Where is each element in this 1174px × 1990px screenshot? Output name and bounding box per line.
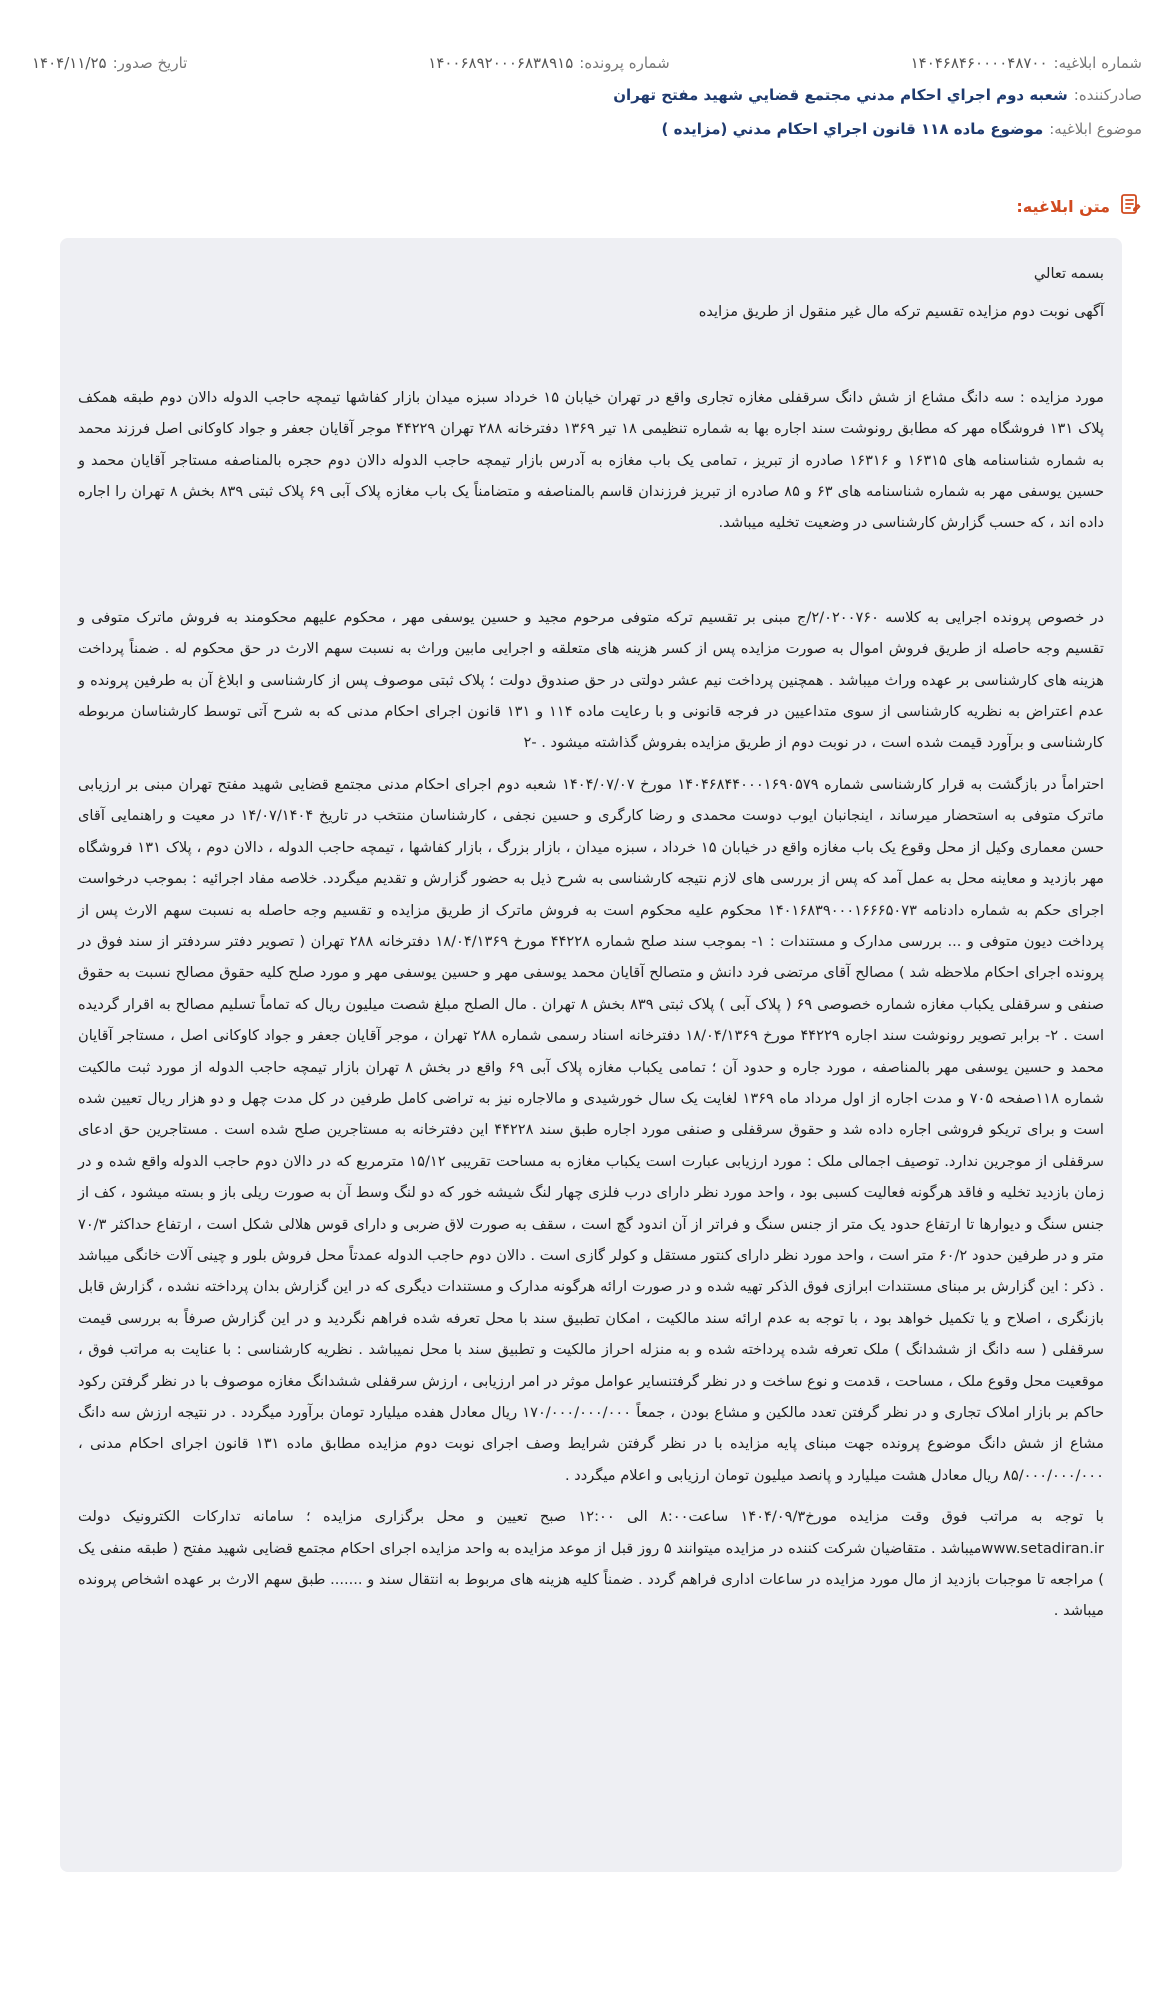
- case-number: [428, 54, 669, 72]
- issue-date-value: ۱۴۰۴/۱۱/۲۵: [32, 54, 107, 72]
- subject-row: [32, 112, 1142, 146]
- meta-row-numbers: [32, 48, 1142, 78]
- notice-number-value: ۱۴۰۴۶۸۴۶۰۰۰۰۴۸۷۰۰: [910, 54, 1048, 72]
- notice-meta: [32, 48, 1142, 146]
- case-number-label: شماره پرونده:: [579, 54, 670, 72]
- document-edit-icon: [1118, 192, 1142, 220]
- body-title: آگهی نوبت دوم مزایده تقسیم ترکه مال غیر منقول از طریق مزایده: [698, 303, 1104, 321]
- issue-date-label: تاریخ صدور:: [112, 54, 188, 72]
- issuer-label: صادرکننده:: [1073, 86, 1142, 104]
- body-paragraph-4: با توجه به مراتب فوق وقت مزایده مورخ۱۴۰۴/۰۹/۳ ساعت۸:۰۰ الی ۱۲:۰۰ صبح تعیین و محل برگزاری مزایده ؛ سامانه تدارکات الکترونیک دولت www.setadiran.irمیباشد . متقاضیان شرکت کننده در مزایده میتوانند ۵ روز قبل از موعد مزایده به واحد مزایده اجرای احکام مجتمع قضایی شهید مفتح ( طبقه منفی یک ) مراجعه تا موجبات بازدید از مال مورد مزایده در ساعات اداری فراهم گردد . ضمناً کلیه هزینه های مربوط به انتقال سند و ....... طبق سهم الارث بر عهده اشخاص پرونده میباشد .: [78, 1508, 1104, 1620]
- issuer-row: [32, 78, 1142, 112]
- issuer-value: شعبه دوم اجراي احكام مدني مجتمع قضايي شهيد مفتح تهران: [613, 86, 1068, 104]
- body-paragraph-1: مورد مزایده : سه دانگ مشاع از شش دانگ سرقفلی مغازه تجاری واقع در تهران خیابان ۱۵ خرداد سبزه میدان بازار کفاشها تیمچه حاجب الدوله دالان دوم طبقه همکف پلاک ۱۳۱ فروشگاه مهر که مطابق رونوشت سند اجاره بها به شماره تنظیمی ۱۸ تیر ۱۳۶۹ دفترخانه ۲۸۸ تهران ۴۴۲۲۹ موجر آقایان جعفر و جواد کاوکانی اصل فرزند محمد به شماره شناسنامه های ۱۶۳۱۵ و ۱۶۳۱۶ صادره از تبریز ، تمامی یک باب مغازه به آدرس بازار تیمچه حاجب الدوله دالان دوم حجره بالمناصفه مستاجر آقایان محمد و حسین یوسفی مهر به شماره شناسنامه های ۶۳ و ۸۵ صادره از تبریز فرزندان قاسم بالمناصفه و متضامناً یک باب مغازه پلاک آبی ۶۹ پلاک ثبتی ۸۳۹ بخش ۸ تهران را اجاره داده اند ، که حسب گزارش کارشناسی در وضعیت تخلیه میباشد.: [78, 388, 1105, 532]
- subject-value: موضوع ماده ۱۱۸ قانون اجراي احكام مدني (مزايده ): [661, 120, 1044, 138]
- notice-number: [911, 54, 1142, 72]
- notice-body: [60, 238, 1122, 1872]
- body-paragraph-2: در خصوص پرونده اجرایی به کلاسه ۲/۰۲۰۰۷۶۰/ج مبنی بر تقسیم ترکه متوفی مرحوم مجید و حسین یوسفی مهر ، محکوم علیهم محکومند به فروش ماترک متوفی و تقسیم وجه حاصله از طریق فروش اموال به صورت مزایده پس از کسر هزینه های متعلقه و اجرایی مابین وراث به نسبت سهم الارث در حق محکوم له . ضمناً پرداخت هزینه های کارشناسی بر عهده وراث میباشد . همچنین پرداخت نیم عشر دولتی در حق صندوق دولت ؛ پلاک ثبتی موصوف پس از کارشناسی و ابلاغ آن به طرفین پرونده و عدم اعتراض به نظریه کارشناسی از سوی متداعیین در فرجه قانونی و با رعایت ماده ۱۱۴ و ۱۳۱ قانون اجرای احکام مدنی که به شرح آتی توسط کارشناسان مربوطه کارشناسی و برآورد قیمت شده است ، در نوبت دوم از طریق مزایده بفروش گذاشته میشود . -۲: [78, 608, 1104, 752]
- subject-label: موضوع ابلاغیه:: [1049, 120, 1142, 138]
- section-header: [1016, 192, 1142, 220]
- case-number-value: ۱۴۰۰۶۸۹۲۰۰۰۶۸۳۸۹۱۵: [428, 54, 574, 72]
- body-heading: بسمه تعالي: [1033, 265, 1104, 282]
- section-title: متن ابلاغیه:: [1016, 196, 1110, 216]
- body-paragraph-3: احتراماً در بازگشت به قرار کارشناسی شماره ۱۴۰۴۶۸۴۴۰۰۰۱۶۹۰۵۷۹ مورخ ۱۴۰۴/۰۷/۰۷ شعبه دوم اجرای احکام مدنی مجتمع قضایی شهید مفتح تهران مبنی بر ارزیابی ماترک متوفی به استحضار میرساند ، اینجانبان ایوب دوست محمدی و رضا کارگری و حسین نجفی ، کارشناسان منتخب در تاریخ ۱۴/۰۷/۱۴۰۴ در معیت و راهنمایی آقای حسن معماری وکیل از محل وقوع یک باب مغازه واقع در خیابان ۱۵ خرداد ، سبزه میدان ، بازار بزرگ ، بازار کفاشها ، تیمچه حاجب الدوله ، دالان دوم ، پلاک ۱۳۱ فروشگاه مهر بازدید و معاینه محل به عمل آمد که پس از بررسی های لازم نتیجه کارشناسی به شرح ذیل به حضور گزارش و تقدیم میگردد. خلاصه مفاد اجرائیه : بموجب درخواست اجرای حکم به شماره دادنامه ۱۴۰۱۶۸۳۹۰۰۰۱۶۶۶۵۰۷۳ محکوم علیه محکوم است به فروش ماترک از طریق مزایده و تقسیم وجه حاصله به نسبت سهم الارث پس از پرداخت دیون متوفی و ... بررسی مدارک و مستندات : ۱- بموجب سند صلح شماره ۴۴۲۲۸ مورخ ۱۸/۰۴/۱۳۶۹ دفترخانه ۲۸۸ تهران ( تصویر دفتر سردفتر از سند فوق در پرونده اجرای احکام ملاحظه شد ) مصالح آقای مرتضی فرد دانش و متصالح آقایان محمد یوسفی مهر و حسین یوسفی مهر و مورد صلح کلیه حقوق مصالح نسبت به حقوق صنفی و سرقفلی یکباب مغازه شماره خصوصی ۶۹ ( پلاک آبی ) پلاک ثبتی ۸۳۹ بخش ۸ تهران . مال الصلح مبلغ شصت میلیون ریال که تماماً تسلیم مصالح به اقرار گردیده است . ۲- برابر تصویر رونوشت سند اجاره ۴۴۲۲۹ مورخ ۱۸/۰۴/۱۳۶۹ دفترخانه اسناد رسمی شماره ۲۸۸ تهران ، موجر آقایان جعفر و جواد کاوکانی اصل ، مستاجر آقایان محمد و حسین یوسفی مهر بالمناصفه ، مورد جاره و حدود آن ؛ تمامی یکباب مغازه پلاک آبی ۶۹ واقع در بخش ۸ تهران بازار تیمچه حاجب الدوله از مورد ثبت مالکیت شماره ۱۱۸صفحه ۷۰۵ و مدت اجاره از اول مرداد ماه ۱۳۶۹ لغایت یک سال خورشیدی و مالاجاره نیز به تراضی کامل طرفین در کل مدت چهل و دو هزار ریال تعیین شده است و برای تریکو فروشی اجاره داده شد و حقوق سرقفلی و صنفی مورد اجاره طبق سند ۴۴۲۲۸ این دفترخانه به مستاجرین صلح شده است . مستاجرین حق ادعای سرقفلی از موجرین ندارد. توصیف اجمالی ملک : مورد ارزیابی عبارت است یکباب مغازه به مساحت تقریبی ۱۵/۱۲ مترمربع که در دالان دوم حاجب الدوله واقع شده و در زمان بازدید تخلیه و فاقد هرگونه فعالیت کسبی بود ، واحد مورد نظر دارای درب فلزی چهار لنگ شیشه خور که دو لنگ وسط آن به صورت ریلی باز و بسته میشود ، کف از جنس سنگ و دیوارها تا ارتفاع حدود یک متر از جنس سنگ و فراتر از آن اندود گچ است ، سقف به صورت لاق ضربی و دارای قوس هلالی شکل است ، ارتفاع حداکثر ۷۰/۳ متر و در طرفین حدود ۶۰/۲ متر است ، واحد مورد نظر دارای کنتور مستقل و کولر گازی است . دالان دوم حاجب الدوله عمدتاً محل فروش بلور و چینی آلات خانگی میباشد . ذکر : این گزارش بر مبنای مستندات ابرازی فوق الذکر تهیه شده و در صورت ارائه هرگونه مدارک و مستندات دیگری که در این گزارش بدان پرداخته نشده ، گزارش قابل بازنگری ، اصلاح و یا تکمیل خواهد بود ، با توجه به عدم ارائه سند مالکیت ، امکان تطبیق سند با محل تعرفه شده فراهم نگردید و در این گزارش صرفاً به بررسی قیمت سرقفلی ( سه دانگ از ششدانگ ) ملک تعرفه شده پرداخته شده و به منزله احراز مالکیت و تطبیق سند با محل نمیباشد . نظریه کارشناسی : با عنایت به مراتب فوق ، موقعیت محل وقوع ملک ، مساحت ، قدمت و نوع ساخت و در نظر گرفتنسایر عوامل موثر در امر ارزیابی ، ارزش سرقفلی ششدانگ مغازه موصوف با در نظر گرفتن رکود حاکم بر بازار املاک تجاری و در نظر گرفتن تعدد مالکین و مشاع بودن ، جمعاً ۱۷۰/۰۰۰/۰۰۰/۰۰۰ ریال معادل هفده میلیارد تومان برآورد میگردد . در نتیجه ارزش سه دانگ مشاع از شش دانگ موضوع پرونده جهت مبنای پایه مزایده با در نظر گرفتن شرایط وصف اجرای نوبت دوم مزایده مطابق ماده ۱۳۱ قانون اجرای احکام مدنی ، ۸۵/۰۰۰/۰۰۰/۰۰۰ ریال معادل هشت میلیارد و پانصد میلیون تومان ارزیابی و اعلام میگردد .: [78, 775, 1105, 1484]
- issue-date: [32, 54, 187, 72]
- notice-number-label: شماره ابلاغیه:: [1053, 54, 1142, 72]
